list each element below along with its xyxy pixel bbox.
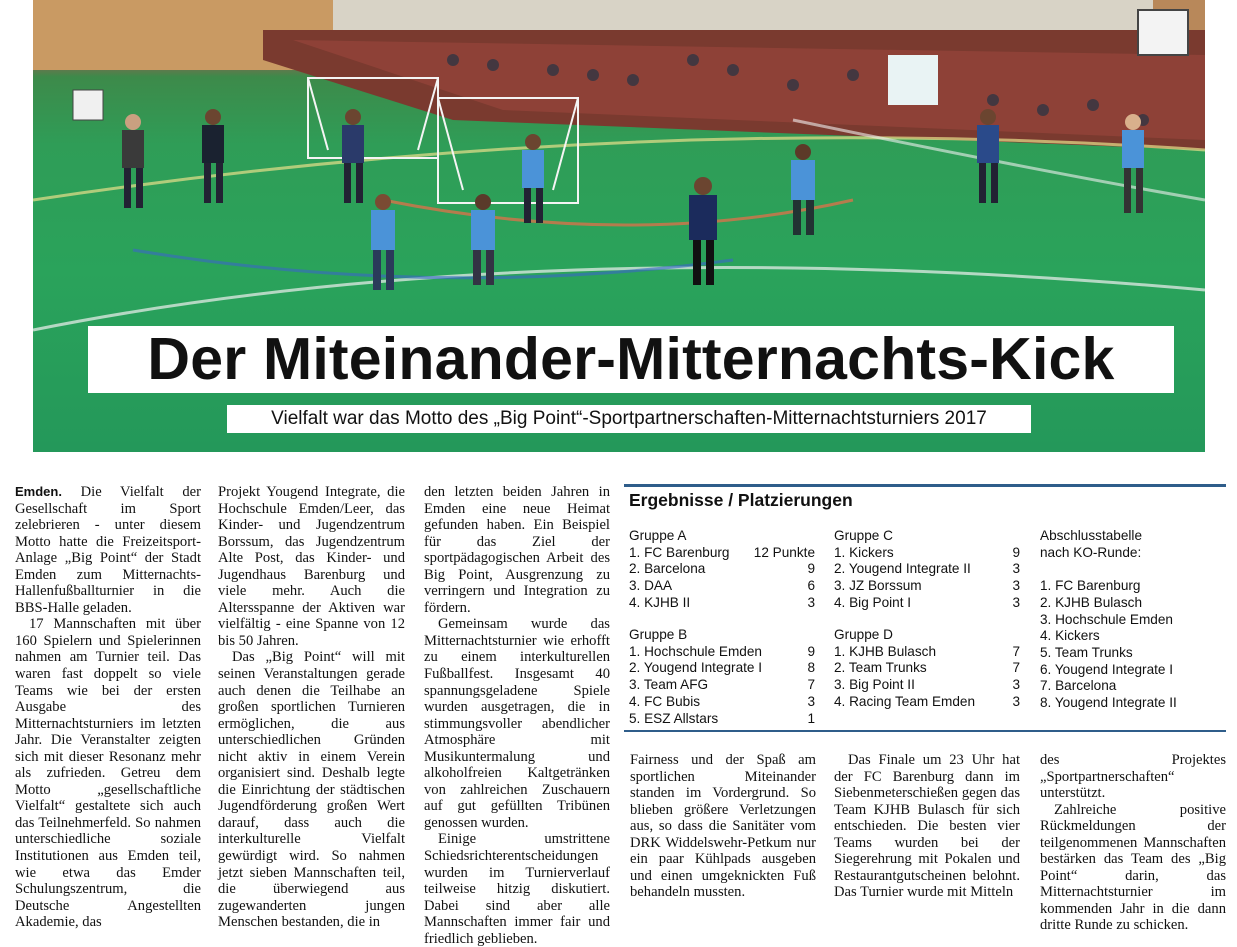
top-rule [624, 484, 1226, 487]
article-column-1 [15, 484, 201, 931]
article-column-6 [1040, 752, 1226, 934]
subheadline-box [227, 405, 1031, 433]
final-row: 3. Hochschule Emden [1040, 611, 1173, 627]
team-name: 4. Racing Team Emden [834, 693, 976, 709]
result-row [834, 545, 1020, 562]
team-name: 2. Team Trunks [834, 660, 927, 676]
team-points: 7 [1012, 660, 1020, 676]
team-name: 4. Big Point I [834, 594, 912, 610]
paragraph: Gemeinsam wurde das Mitternachtsturnier wie erhofft zu einem interkulturellen Fußballfest. Insgesamt 40 spannungsgeladene Spiele wurden ausgetragen, die in stimmungsvoller abendlicher Atmosphäre mit Musikuntermalung und alkoholfreien Kaltgetränken von zahlreichen Zuschauern auf gut gefüllten Tribünen genossen wurden. [424, 616, 610, 831]
bottom-rule [624, 730, 1226, 732]
result-row [834, 578, 1020, 595]
paragraph: Das „Big Point“ will mit seinen Veranstaltungen gerade auch denen die Teilhabe an großen sportlichen Turnieren ermöglichen, die aus unterschiedlichen Gründen nicht aktiv in einem Verein organisiert sind. Deshalb legte die Einrichtung der städtischen Jugendförderung großen Wert darauf, dass auch die interkulturelle Vielfalt gewürdigt wird. So nahmen jetzt sieben Mannschaften teil, die überwiegend aus zugewanderten jungen Menschen bestanden, die in [218, 649, 405, 931]
headline: Der Miteinander-Mitternachts-Kick [147, 326, 1115, 392]
team-points: 3 [807, 594, 815, 610]
team-points: 1 [807, 710, 815, 726]
result-row [834, 595, 1020, 612]
result-row [834, 694, 1020, 711]
team-name: 5. ESZ Allstars [629, 710, 719, 726]
result-row [834, 660, 1020, 677]
team-name: 2. Yougend Integrate II [834, 561, 971, 577]
team-points: 9 [807, 561, 815, 577]
result-row [834, 677, 1020, 694]
group-heading: Gruppe D [834, 627, 893, 642]
group-table-d [834, 627, 1020, 711]
team-points: 7 [1012, 643, 1020, 659]
result-row [629, 595, 815, 612]
team-points: 9 [1012, 544, 1020, 560]
team-points: 3 [1012, 677, 1020, 693]
final-row: 6. Yougend Integrate I [1040, 661, 1174, 677]
paragraph: Zahlreiche positive Rückmeldungen der teilgenommenen Mannschaften bestärken das Team des „Big Point“ darin, das Mitternachtsturnier im kommenden Jahr in die dann dritte Runde zu schicken. [1040, 801, 1226, 934]
headline-box [88, 326, 1174, 393]
group-heading: Gruppe C [834, 528, 893, 543]
team-name: 2. Barcelona [629, 561, 706, 577]
team-name: 1. Kickers [834, 544, 894, 560]
article-column-4 [630, 752, 816, 901]
article-column-5 [834, 752, 1020, 901]
results-title: Ergebnisse / Platzierungen [629, 490, 853, 510]
team-name: 1. FC Barenburg [629, 544, 730, 560]
final-row: 8. Yougend Integrate II [1040, 695, 1177, 711]
team-points: 3 [1012, 578, 1020, 594]
final-table-heading: Abschlusstabelle [1040, 528, 1143, 543]
paragraph: 17 Mannschaften mit über 160 Spielern und Spielerinnen nahmen am Turnier teil. Das waren fast doppelt so viele Teams wie bei der ersten Ausgabe des Mitternachtsturniers im letzten Jahr. Die Veranstalter zeigten sich mit dieser Resonanz mehr als zufrieden. Getreu dem Motto „gesellschaftliche Vielfalt“ gestaltete sich auch das Teilnehmerfeld. So nahmen unterschiedliche soziale Institutionen aus Emden teil, wie etwa das Emder Schulungszentrum, die Deutsche Angestellten Akademie, das [15, 616, 201, 931]
paragraph: des Projektes „Sportpartnerschaften“ unterstützt. [1040, 752, 1226, 802]
team-points: 6 [807, 578, 815, 594]
result-row [834, 644, 1020, 661]
team-name: 3. DAA [629, 578, 673, 594]
team-name: 4. KJHB II [629, 594, 691, 610]
team-name: 2. Yougend Integrate I [629, 660, 763, 676]
team-name: 3. Big Point II [834, 677, 915, 693]
team-points: 7 [807, 677, 815, 693]
result-row [629, 578, 815, 595]
result-row [629, 660, 815, 677]
group-table-a [629, 528, 815, 612]
group-heading: Gruppe B [629, 627, 688, 642]
paragraph: den letzten beiden Jahren in Emden eine neue Heimat gefunden haben. Ein Beispiel für das Ziel der sportpädagogischen Arbeit des Big Point, Ausgrenzung zu verringern und Integration zu fördern. [424, 484, 610, 616]
team-points: 3 [807, 693, 815, 709]
result-row [629, 561, 815, 578]
group-heading: Gruppe A [629, 528, 687, 543]
paragraph-text: Die Vielfalt der Gesellschaft im Sport zelebrieren - unter diesem Motto hatte die Freizeitsport-Anlage „Big Point“ der Stadt Emden zum Mitternachts-Hallenfußballturnier in die BBS-Halle geladen. [15, 484, 202, 616]
team-points: 8 [807, 660, 815, 676]
final-standings-table [1040, 528, 1220, 712]
result-row [834, 561, 1020, 578]
result-row [629, 644, 815, 661]
group-table-c [834, 528, 1020, 612]
article-column-2 [218, 484, 405, 931]
result-row [629, 711, 815, 728]
subheadline: Vielfalt war das Motto des „Big Point“-Sportpartnerschaften-Mitternachtsturniers 2017 [271, 408, 987, 429]
final-table-subheading: nach KO-Runde: [1040, 544, 1142, 560]
dateline: Emden. [15, 484, 62, 499]
team-points: 3 [1012, 561, 1020, 577]
final-row: 2. KJHB Bulasch [1040, 594, 1142, 610]
paragraph [15, 484, 201, 616]
result-row [629, 677, 815, 694]
team-points: 3 [1012, 594, 1020, 610]
team-name: 3. JZ Borssum [834, 578, 922, 594]
result-row [629, 694, 815, 711]
final-row: 7. Barcelona [1040, 678, 1117, 694]
paragraph: Fairness und der Spaß am sportlichen Miteinander standen im Vordergrund. So blieben größere Verletzungen aus, so dass die Sanitäter vom DRK Widdelswehr-Petkum nur ein paar Kühlpads ausgeben und einen umgeknickten Fuß behandeln mussten. [630, 752, 816, 901]
sports-hall-photo [33, 0, 1205, 452]
article-column-3 [424, 484, 610, 947]
final-row: 4. Kickers [1040, 628, 1100, 644]
group-table-b [629, 627, 815, 727]
team-name: 4. FC Bubis [629, 693, 701, 709]
team-points: 3 [1012, 693, 1020, 709]
team-name: 1. Hochschule Emden [629, 643, 762, 659]
paragraph: Das Finale um 23 Uhr hat der FC Barenburg dann im Siebenmeterschießen gegen das Team KJHB Bulasch für sich entschieden. Die besten vier Teams wurden bei der Siegerehrung mit Pokalen und Restaurantgutscheinen belohnt. Das Turnier wurde mit Mitteln [834, 752, 1020, 901]
final-row: 5. Team Trunks [1040, 644, 1133, 660]
team-points: 12 Punkte [753, 544, 815, 560]
team-name: 1. KJHB Bulasch [834, 643, 936, 659]
final-row: 1. FC Barenburg [1040, 578, 1141, 594]
result-row [629, 545, 815, 562]
team-points: 9 [807, 643, 815, 659]
team-name: 3. Team AFG [629, 677, 709, 693]
paragraph: Projekt Yougend Integrate, die Hochschule Emden/Leer, das Kinder- und Jugendzentrum Borssum, das Jugendzentrum Alte Post, das Kinder- und Jugendhaus Barenburg und viele mehr. Auch die Altersspanne der Aktiven war vielfältig - eine Spanne von 12 bis 50 Jahren. [218, 484, 405, 649]
results-box [624, 484, 1226, 732]
paragraph: Einige umstrittene Schiedsrichterentscheidungen wurden im Turnierverlauf teilweise hitzig diskutiert. Dabei sind aber alle Mannschaften immer fair und friedlich geblieben. [424, 831, 610, 947]
